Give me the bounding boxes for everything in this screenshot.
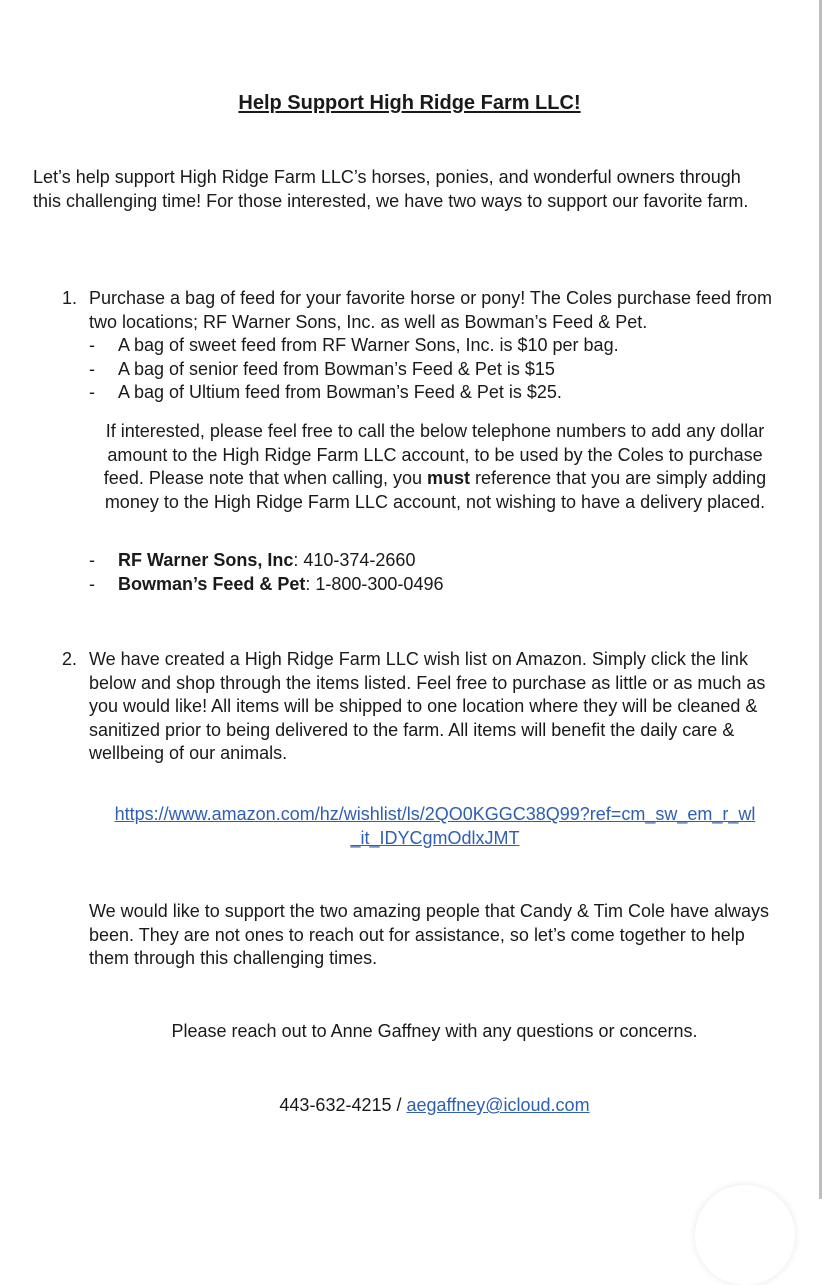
store-name: RF Warner Sons, Inc [118, 550, 294, 570]
list-item [0, 381, 819, 405]
feed-price-senior: A bag of senior feed from Bowman’s Feed & Pet is $15 [118, 358, 555, 379]
instructions-emphasis: must [427, 468, 471, 488]
title-text: Help Support High Ridge Farm LLC! [238, 92, 581, 114]
contact-rf-warner [118, 549, 415, 573]
option-2-number: 2. [62, 649, 78, 669]
link-line-2[interactable]: _it_IDYCgmOdlxJMT [350, 827, 520, 848]
feed-price-sweet: A bag of sweet feed from RF Warner Sons, Inc. is $10 per bag. [118, 335, 619, 355]
link-line-1[interactable]: https://www.amazon.com/hz/wishlist/ls/2QO0KGGC38Q99?ref=cm_sw_em_r_wl [114, 804, 756, 824]
document-title [0, 90, 819, 116]
list-item [0, 334, 819, 358]
contact-bowmans [118, 573, 443, 597]
dash-bullet: - [89, 382, 95, 402]
list-item [0, 573, 819, 597]
contact-phone: 443-632-4215 / [279, 1095, 407, 1115]
contact-email-link[interactable]: aegaffney@icloud.com [406, 1095, 590, 1115]
store-phone: : 1-800-300-0496 [305, 573, 444, 594]
feed-price-list [0, 334, 819, 405]
list-item [0, 358, 819, 382]
store-name: Bowman’s Feed & Pet [118, 573, 306, 594]
reach-out-text: Please reach out to Anne Gaffney with any questions or concerns. [171, 1021, 698, 1041]
wishlist-link-block [88, 803, 782, 850]
amazon-wishlist-link[interactable] [115, 804, 756, 848]
feed-price-ultium: A bag of Ultium feed from Bowman’s Feed & Pet is $25. [118, 382, 562, 402]
floating-action-button[interactable] [695, 1185, 795, 1285]
dash-bullet: - [89, 550, 95, 570]
store-phone: : 410-374-2660 [293, 550, 416, 570]
option-2-text: We have created a High Ridge Farm LLC wish list on Amazon. Simply click the link below and shop through the items listed. Feel free to purchase as little or as much as you would like! All items will be shipped to one location where they will be cleaned & sanitized prior to being delivered to the farm. All items will benefit the daily care & wellbeing of our animals. [89, 649, 766, 763]
option-1-text: Purchase a bag of feed for your favorite horse or pony! The Coles purchase feed from two locations; RF Warner Sons, Inc. as well as Bowman’s Feed & Pet. [89, 288, 773, 332]
list-item [0, 549, 819, 573]
option-1-number: 1. [62, 288, 78, 308]
feed-store-contacts [0, 549, 819, 596]
instructions-after: reference that you are simply adding money to the High Ridge Farm LLC account, not wishing to have a delivery placed. [104, 468, 767, 512]
contact-line [0, 1094, 822, 1118]
instructions-before: If interested, please feel free to call the below telephone numbers to add any dollar amount to the High Ridge Farm LLC account, to be used by the Coles to purchase feed. Please note that when calling, you [103, 421, 765, 488]
dash-bullet: - [89, 335, 95, 355]
intro-paragraph: Let’s help support High Ridge Farm LLC’s horses, ponies, and wonderful owners through this challenging time! For those interested, we have two ways to support our favorite farm. [33, 167, 749, 211]
dash-bullet: - [89, 358, 95, 379]
dash-bullet: - [89, 573, 95, 594]
closing-paragraph: We would like to support the two amazing people that Candy & Tim Cole have always been. They are not ones to reach out for assistance, so let’s come together to help them through this challenging times. [89, 901, 770, 968]
call-instructions [88, 420, 782, 514]
